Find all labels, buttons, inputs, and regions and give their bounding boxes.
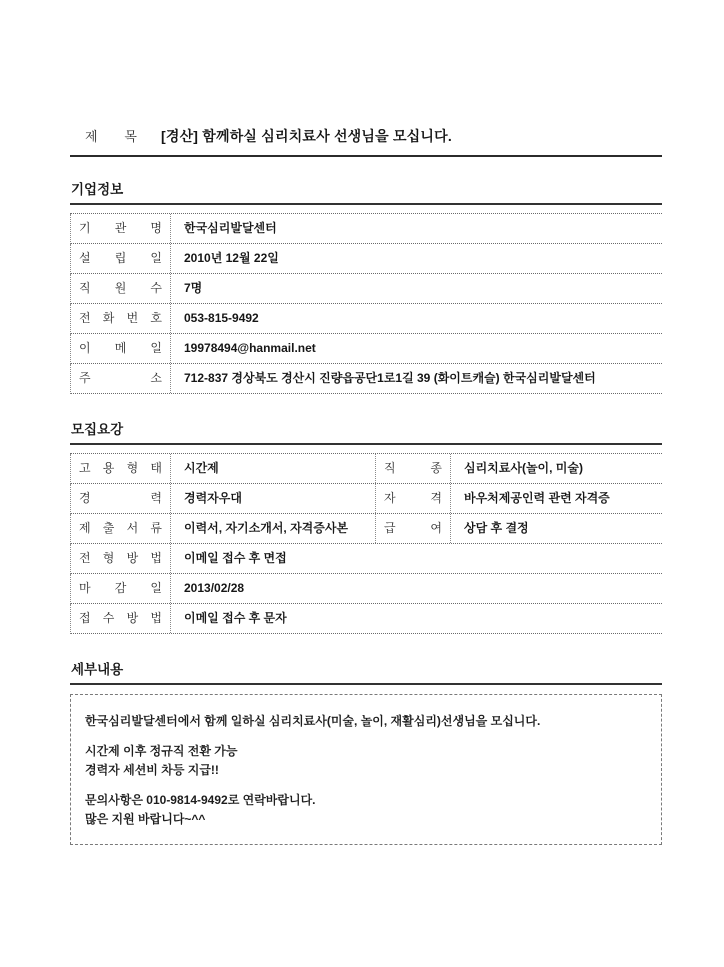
company-row-email — [70, 334, 662, 364]
recruit-row-employment-type — [70, 454, 662, 484]
row-value: 이메일 접수 후 문자 — [184, 611, 287, 625]
row-label-text: 이 메 일 — [79, 341, 162, 355]
row-label-text: 경 력 — [79, 491, 162, 505]
row-label — [71, 514, 171, 543]
row-value: 7명 — [184, 281, 203, 295]
row-label-text: 자 격 — [384, 491, 442, 505]
recruit-row-deadline — [70, 574, 662, 604]
page-title: [경산] 함께하실 심리치료사 선생님을 모십니다. — [161, 128, 452, 144]
row-label-text: 마 감 일 — [79, 581, 162, 595]
row-value: 712-837 경상북도 경산시 진량읍공단1로1길 39 (화이트캐슬) 한국심리발달센터 — [184, 371, 596, 385]
details-blank-line — [85, 731, 647, 742]
title-field-label: 제 목 — [85, 129, 137, 144]
recruit-row-apply-method — [70, 604, 662, 634]
recruitment-heading: 모집요강 — [70, 418, 662, 445]
row-value: 시간제 — [171, 454, 376, 483]
row-value: 한국심리발달센터 — [184, 221, 277, 235]
company-row-employees — [70, 274, 662, 304]
company-row-institution — [70, 214, 662, 244]
company-info-table — [70, 213, 662, 394]
row-label — [71, 364, 171, 393]
row-label — [376, 484, 451, 513]
company-row-founded — [70, 244, 662, 274]
row-label-text: 전 형 방 법 — [79, 551, 162, 565]
company-row-address — [70, 364, 662, 394]
company-row-phone — [70, 304, 662, 334]
row-label-text: 고 용 형 태 — [79, 461, 162, 475]
row-label-text: 직 종 — [384, 461, 442, 475]
row-value: 바우처제공인력 관련 자격증 — [464, 491, 610, 505]
row-label-text: 직 원 수 — [79, 281, 162, 295]
row-value: 053-815-9492 — [184, 311, 259, 325]
row-label-text: 설 립 일 — [79, 251, 162, 265]
row-label — [71, 604, 171, 633]
row-value: 이력서, 자기소개서, 자격증사본 — [171, 514, 376, 543]
row-label — [71, 304, 171, 333]
row-label — [376, 514, 451, 543]
row-label — [71, 244, 171, 273]
details-heading: 세부내용 — [70, 658, 662, 685]
row-label — [71, 454, 171, 483]
document-title-row — [70, 124, 662, 157]
row-label — [71, 214, 171, 243]
details-line: 문의사항은 010-9814-9492로 연락바랍니다. — [85, 793, 316, 807]
row-label — [71, 484, 171, 513]
row-label — [71, 334, 171, 363]
row-value: 상담 후 결정 — [464, 521, 529, 535]
row-label-text: 전 화 번 호 — [79, 311, 162, 325]
recruit-row-career — [70, 484, 662, 514]
row-label — [71, 544, 171, 573]
row-label — [376, 454, 451, 483]
row-value: 2010년 12월 22일 — [184, 251, 279, 265]
recruit-row-process — [70, 544, 662, 574]
row-label-text: 급 여 — [384, 521, 442, 535]
row-label-text: 제 출 서 류 — [79, 521, 162, 535]
details-line: 경력자 세션비 차등 지급!! — [85, 763, 219, 777]
details-line: 한국심리발달센터에서 함께 일하실 심리치료사(미술, 놀이, 재활심리)선생님을 모십니다. — [85, 714, 541, 728]
details-line: 시간제 이후 정규직 전환 가능 — [85, 744, 238, 758]
details-line: 많은 지원 바랍니다~^^ — [85, 812, 206, 826]
row-value: 경력자우대 — [171, 484, 376, 513]
row-label — [71, 574, 171, 603]
row-value: 이메일 접수 후 면접 — [184, 551, 287, 565]
row-label-text: 주 소 — [79, 371, 162, 385]
details-blank-line — [85, 780, 647, 791]
row-value: 19978494@hanmail.net — [184, 341, 316, 355]
row-label — [71, 274, 171, 303]
recruitment-table — [70, 453, 662, 634]
document-content — [70, 124, 662, 845]
details-box — [70, 694, 662, 845]
row-label-text: 기 관 명 — [79, 221, 162, 235]
company-info-heading: 기업정보 — [70, 178, 662, 205]
row-value: 심리치료사(놀이, 미술) — [464, 461, 583, 475]
recruit-row-documents — [70, 514, 662, 544]
row-value: 2013/02/28 — [184, 581, 245, 595]
row-label-text: 접 수 방 법 — [79, 611, 162, 625]
